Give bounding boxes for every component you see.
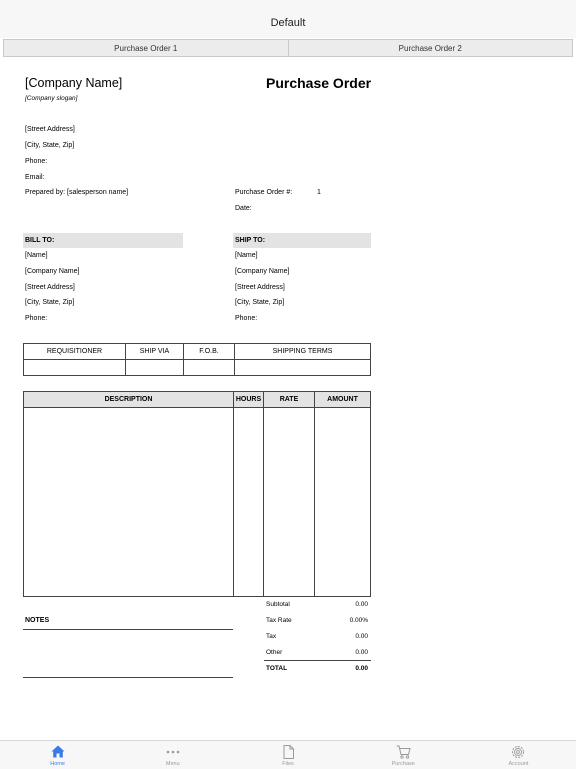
tabbar-account[interactable] bbox=[461, 741, 576, 769]
tabbar-menu-label: Menu bbox=[165, 761, 180, 767]
tax-value: 0.00 bbox=[355, 633, 368, 640]
tabbar-files-label: Files bbox=[282, 761, 294, 767]
requisitioner-header: REQUISITIONER bbox=[24, 344, 126, 360]
notes-label: NOTES bbox=[25, 617, 50, 624]
tax-rate-label: Tax Rate bbox=[266, 617, 292, 624]
home-icon bbox=[51, 744, 65, 759]
bill-to-street[interactable]: [Street Address] bbox=[25, 284, 75, 291]
subtotal-value: 0.00 bbox=[355, 601, 368, 608]
tabbar-purchase-label: Purchase bbox=[391, 761, 415, 767]
amount-cell[interactable] bbox=[315, 408, 371, 597]
tabbar-home-label: Home bbox=[50, 761, 65, 767]
description-header: DESCRIPTION bbox=[24, 392, 234, 408]
window-title: Default bbox=[270, 17, 306, 29]
title-bar bbox=[0, 0, 576, 38]
ship-to-phone[interactable]: Phone: bbox=[235, 315, 258, 322]
hours-cell[interactable] bbox=[234, 408, 264, 597]
company-slogan[interactable]: [Company slogan] bbox=[25, 95, 78, 102]
tax-label: Tax bbox=[266, 633, 277, 640]
shipping-terms-cell[interactable] bbox=[235, 360, 371, 376]
rate-header: RATE bbox=[264, 392, 315, 408]
hours-header: HOURS bbox=[234, 392, 264, 408]
rate-cell[interactable] bbox=[264, 408, 315, 597]
bill-to-city[interactable]: [City, State, Zip] bbox=[25, 299, 75, 306]
tab-purchase-order-1[interactable]: Purchase Order 1 bbox=[3, 39, 289, 57]
more-dots-icon bbox=[166, 744, 180, 759]
amount-header: AMOUNT bbox=[315, 392, 371, 408]
other-value[interactable]: 0.00 bbox=[355, 649, 368, 656]
phone-label[interactable]: Phone: bbox=[25, 158, 48, 165]
bottom-tab-bar bbox=[0, 740, 576, 769]
po-number-value[interactable]: 1 bbox=[317, 189, 321, 196]
ship-to-company[interactable]: [Company Name] bbox=[235, 268, 290, 275]
ship-to-header: SHIP TO: bbox=[233, 233, 371, 248]
document-title: Purchase Order bbox=[266, 75, 372, 91]
bill-to-company[interactable]: [Company Name] bbox=[25, 268, 80, 275]
tab-purchase-order-2[interactable]: Purchase Order 2 bbox=[289, 39, 574, 57]
tabbar-home[interactable] bbox=[0, 741, 115, 769]
ship-to-name[interactable]: [Name] bbox=[235, 252, 258, 259]
total-value: 0.00 bbox=[355, 665, 368, 672]
tabbar-account-label: Account bbox=[508, 761, 529, 767]
prepared-by[interactable]: Prepared by: [salesperson name] bbox=[25, 189, 129, 196]
po-number-label: Purchase Order #: bbox=[235, 189, 293, 196]
items-table bbox=[23, 391, 371, 597]
cart-icon bbox=[396, 744, 411, 759]
total-rule bbox=[264, 660, 371, 661]
fob-cell[interactable] bbox=[184, 360, 235, 376]
ship-to-city[interactable]: [City, State, Zip] bbox=[235, 299, 285, 306]
bill-to-phone[interactable]: Phone: bbox=[25, 315, 48, 322]
notes-top-rule bbox=[23, 629, 233, 630]
tax-rate-value[interactable]: 0.00% bbox=[349, 617, 368, 624]
other-label: Other bbox=[266, 649, 283, 656]
company-name[interactable]: [Company Name] bbox=[25, 76, 123, 90]
date-label[interactable]: Date: bbox=[235, 205, 252, 212]
subtotal-label: Subtotal bbox=[266, 601, 290, 608]
shipping-table bbox=[23, 343, 371, 376]
ship-via-header: SHIP VIA bbox=[126, 344, 184, 360]
tabbar-files[interactable] bbox=[230, 741, 345, 769]
bill-to-header: BILL TO: bbox=[23, 233, 183, 248]
tabbar-purchase[interactable] bbox=[346, 741, 461, 769]
document-tabs bbox=[3, 39, 573, 57]
ship-via-cell[interactable] bbox=[126, 360, 184, 376]
notes-bottom-rule bbox=[23, 677, 233, 678]
requisitioner-cell[interactable] bbox=[24, 360, 126, 376]
total-label: TOTAL bbox=[266, 665, 288, 672]
tabbar-menu[interactable] bbox=[115, 741, 230, 769]
shipping-terms-header: SHIPPING TERMS bbox=[235, 344, 371, 360]
email-label[interactable]: Email: bbox=[25, 174, 45, 181]
fob-header: F.O.B. bbox=[184, 344, 235, 360]
street-address[interactable]: [Street Address] bbox=[25, 126, 75, 133]
file-icon bbox=[283, 744, 294, 759]
ship-to-street[interactable]: [Street Address] bbox=[235, 284, 285, 291]
description-cell[interactable] bbox=[24, 408, 234, 597]
gear-icon bbox=[511, 744, 525, 759]
bill-to-name[interactable]: [Name] bbox=[25, 252, 48, 259]
city-state-zip[interactable]: [City, State, Zip] bbox=[25, 142, 75, 149]
